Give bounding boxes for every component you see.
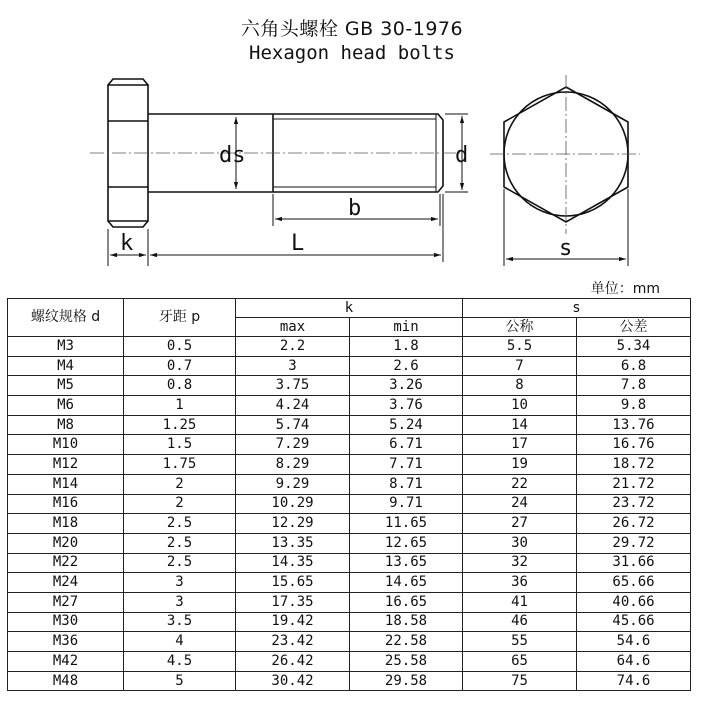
cell-s-nominal: 5.5: [463, 337, 577, 357]
cell-k-min: 14.65: [350, 573, 463, 593]
table-row: [8, 573, 691, 593]
cell-k-max: 30.42: [236, 671, 350, 691]
cell-k-max: 3: [236, 356, 350, 376]
table-row: [8, 356, 691, 376]
cell-s-tolerance: 45.66: [577, 612, 691, 632]
cell-k-max: 9.29: [236, 474, 350, 494]
cell-k-max: 8.29: [236, 455, 350, 475]
bolt-head-flats: [108, 121, 148, 187]
label-ds: ds: [219, 143, 246, 168]
cell-thread-spec: M18: [8, 514, 124, 534]
cell-k-max: 14.35: [236, 553, 350, 573]
cell-k-max: 19.42: [236, 612, 350, 632]
cell-thread-spec: M36: [8, 632, 124, 652]
cell-s-tolerance: 64.6: [577, 652, 691, 672]
cell-k-max: 10.29: [236, 494, 350, 514]
cell-thread-spec: M30: [8, 612, 124, 632]
cell-thread-spec: M8: [8, 415, 124, 435]
cell-s-nominal: 75: [463, 671, 577, 691]
cell-k-max: 4.24: [236, 396, 350, 416]
cell-thread-spec: M12: [8, 455, 124, 475]
label-b: b: [348, 196, 362, 221]
cell-thread-spec: M14: [8, 474, 124, 494]
table-row: [8, 632, 691, 652]
table-row: [8, 652, 691, 672]
cell-pitch: 4: [124, 632, 236, 652]
cell-thread-spec: M48: [8, 671, 124, 691]
cell-k-max: 13.35: [236, 533, 350, 553]
cell-s-tolerance: 9.8: [577, 396, 691, 416]
cell-thread-spec: M22: [8, 553, 124, 573]
cell-k-min: 2.6: [350, 356, 463, 376]
cell-s-nominal: 65: [463, 652, 577, 672]
label-d: d: [455, 143, 469, 168]
cell-pitch: 2: [124, 474, 236, 494]
cell-k-max: 5.74: [236, 415, 350, 435]
cell-pitch: 1.5: [124, 435, 236, 455]
cell-pitch: 3: [124, 573, 236, 593]
cell-k-min: 16.65: [350, 592, 463, 612]
cell-s-tolerance: 26.72: [577, 514, 691, 534]
cell-s-nominal: 41: [463, 592, 577, 612]
cell-s-nominal: 24: [463, 494, 577, 514]
header-k-max: max: [236, 318, 350, 337]
cell-s-nominal: 46: [463, 612, 577, 632]
cell-k-min: 18.58: [350, 612, 463, 632]
cell-pitch: 2: [124, 494, 236, 514]
cell-thread-spec: M6: [8, 396, 124, 416]
label-k: k: [120, 231, 134, 256]
cell-pitch: 1: [124, 396, 236, 416]
table-row: [8, 612, 691, 632]
cell-pitch: 0.8: [124, 376, 236, 396]
cell-thread-spec: M42: [8, 652, 124, 672]
cell-pitch: 2.5: [124, 514, 236, 534]
cell-s-tolerance: 74.6: [577, 671, 691, 691]
cell-k-min: 1.8: [350, 337, 463, 357]
cell-s-nominal: 27: [463, 514, 577, 534]
header-pitch: 牙距 p: [124, 299, 236, 337]
cell-s-nominal: 22: [463, 474, 577, 494]
unit-label: 单位：mm: [590, 281, 660, 297]
cell-s-tolerance: 6.8: [577, 356, 691, 376]
cell-k-min: 29.58: [350, 671, 463, 691]
cell-k-max: 26.42: [236, 652, 350, 672]
cell-k-max: 2.2: [236, 337, 350, 357]
cell-thread-spec: M20: [8, 533, 124, 553]
cell-s-tolerance: 23.72: [577, 494, 691, 514]
cell-k-min: 9.71: [350, 494, 463, 514]
header-k: k: [236, 299, 463, 318]
cell-s-tolerance: 29.72: [577, 533, 691, 553]
header-s: s: [463, 299, 691, 318]
cell-k-min: 3.76: [350, 396, 463, 416]
cell-pitch: 0.7: [124, 356, 236, 376]
cell-thread-spec: M16: [8, 494, 124, 514]
cell-s-tolerance: 5.34: [577, 337, 691, 357]
table-row: [8, 435, 691, 455]
cell-thread-spec: M4: [8, 356, 124, 376]
cell-k-min: 5.24: [350, 415, 463, 435]
cell-k-min: 22.58: [350, 632, 463, 652]
table-row: [8, 514, 691, 534]
header-k-min: min: [350, 318, 463, 337]
table-row: [8, 553, 691, 573]
cell-s-tolerance: 7.8: [577, 376, 691, 396]
cell-s-nominal: 17: [463, 435, 577, 455]
table-row: [8, 376, 691, 396]
cell-k-min: 8.71: [350, 474, 463, 494]
cell-k-min: 7.71: [350, 455, 463, 475]
cell-s-nominal: 8: [463, 376, 577, 396]
cell-s-tolerance: 21.72: [577, 474, 691, 494]
cell-s-tolerance: 18.72: [577, 455, 691, 475]
table-row: [8, 455, 691, 475]
cell-s-nominal: 30: [463, 533, 577, 553]
header-s-nominal: 公称: [463, 318, 577, 337]
cell-k-min: 3.26: [350, 376, 463, 396]
cell-k-max: 17.35: [236, 592, 350, 612]
cell-s-nominal: 55: [463, 632, 577, 652]
cell-pitch: 3.5: [124, 612, 236, 632]
label-s: s: [559, 236, 573, 261]
table-row: [8, 592, 691, 612]
table-row: [8, 533, 691, 553]
cell-k-min: 11.65: [350, 514, 463, 534]
cell-pitch: 1.75: [124, 455, 236, 475]
cell-thread-spec: M5: [8, 376, 124, 396]
table-row: [8, 474, 691, 494]
cell-s-nominal: 32: [463, 553, 577, 573]
cell-pitch: 1.25: [124, 415, 236, 435]
table-row: [8, 494, 691, 514]
table-header: [8, 299, 691, 337]
header-thread-spec: 螺纹规格 d: [8, 299, 124, 337]
cell-thread-spec: M10: [8, 435, 124, 455]
page-title-english: Hexagon head bolts: [249, 42, 455, 64]
cell-thread-spec: M24: [8, 573, 124, 593]
cell-k-min: 25.58: [350, 652, 463, 672]
bolt-technical-drawing: [0, 68, 704, 268]
cell-s-nominal: 36: [463, 573, 577, 593]
cell-s-tolerance: 40.66: [577, 592, 691, 612]
cell-pitch: 2.5: [124, 533, 236, 553]
cell-s-nominal: 14: [463, 415, 577, 435]
page-title-chinese: 六角头螺栓 GB 30-1976: [240, 18, 464, 40]
cell-s-tolerance: 16.76: [577, 435, 691, 455]
table-body: [8, 337, 691, 691]
cell-k-max: 23.42: [236, 632, 350, 652]
table-row: [8, 337, 691, 357]
cell-pitch: 4.5: [124, 652, 236, 672]
cell-s-tolerance: 13.76: [577, 415, 691, 435]
cell-s-nominal: 10: [463, 396, 577, 416]
cell-thread-spec: M3: [8, 337, 124, 357]
cell-pitch: 3: [124, 592, 236, 612]
cell-pitch: 0.5: [124, 337, 236, 357]
header-s-tolerance: 公差: [577, 318, 691, 337]
bolt-spec-table: [7, 298, 691, 691]
table-row: [8, 415, 691, 435]
cell-k-min: 13.65: [350, 553, 463, 573]
cell-k-max: 7.29: [236, 435, 350, 455]
label-L: L: [291, 231, 305, 256]
cell-s-nominal: 19: [463, 455, 577, 475]
cell-s-nominal: 7: [463, 356, 577, 376]
table-row: [8, 671, 691, 691]
cell-pitch: 5: [124, 671, 236, 691]
cell-k-min: 6.71: [350, 435, 463, 455]
cell-k-max: 15.65: [236, 573, 350, 593]
cell-s-tolerance: 54.6: [577, 632, 691, 652]
cell-k-max: 3.75: [236, 376, 350, 396]
cell-s-tolerance: 31.66: [577, 553, 691, 573]
cell-thread-spec: M27: [8, 592, 124, 612]
table-row: [8, 396, 691, 416]
cell-pitch: 2.5: [124, 553, 236, 573]
cell-k-min: 12.65: [350, 533, 463, 553]
cell-k-max: 12.29: [236, 514, 350, 534]
cell-s-tolerance: 65.66: [577, 573, 691, 593]
